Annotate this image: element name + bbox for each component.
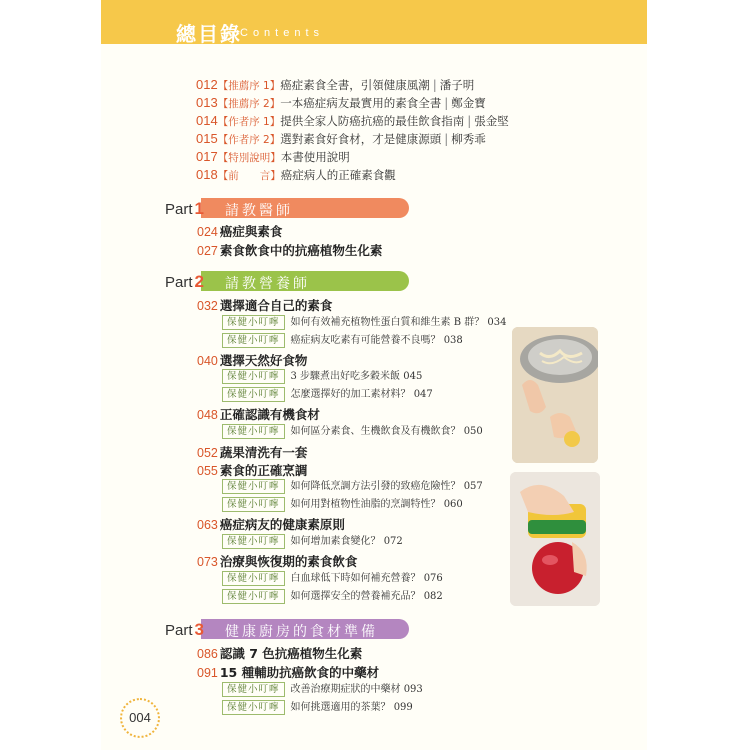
section-page: 027 — [197, 244, 218, 258]
entry-author: 張金堅 — [474, 114, 509, 128]
tip-badge: 保健小叮嚀 — [222, 700, 285, 715]
toc-entry-front[interactable] — [196, 95, 486, 112]
part-3-header[interactable] — [163, 619, 409, 639]
entry-tag: 【作者序 1】 — [217, 116, 281, 128]
tip-badge: 保健小叮嚀 — [222, 497, 285, 512]
tip-text: 白血球低下時如何補充營養？ 076 — [290, 573, 443, 584]
section-title: 素食的正確烹調 — [219, 463, 308, 478]
section-entry[interactable] — [197, 296, 332, 314]
entry-page-number: 018 — [196, 167, 218, 182]
tip-text: 如何增加素食變化？ 072 — [290, 536, 403, 547]
tip-badge: 保健小叮嚀 — [222, 589, 285, 604]
section-page: 086 — [197, 647, 218, 661]
section-page: 063 — [197, 518, 218, 532]
section-title: 癌症病友的健康素原則 — [219, 517, 345, 532]
photo-washing-grains-illustration — [512, 327, 598, 463]
entry-title: 本書使用說明 — [280, 150, 350, 164]
tip-entry[interactable] — [222, 589, 443, 604]
tip-badge: 保健小叮嚀 — [222, 479, 285, 494]
tip-badge: 保健小叮嚀 — [222, 369, 285, 384]
section-title: 選擇天然好食物 — [219, 353, 308, 368]
section-page: 073 — [197, 555, 218, 569]
entry-tag: 【前 言】 — [217, 170, 281, 182]
section-entry[interactable] — [197, 405, 320, 423]
entry-title: 癌症素食全書，引領健康風潮 — [280, 78, 430, 92]
tip-entry[interactable] — [222, 369, 422, 384]
page-number: 004 — [120, 698, 160, 738]
tip-text: 如何用對植物性油脂的烹調特性？ 060 — [290, 499, 463, 510]
entry-page-number: 013 — [196, 95, 218, 110]
tip-badge: 保健小叮嚀 — [222, 387, 285, 402]
separator: | — [444, 132, 449, 146]
tip-text: 如何選擇安全的營養補充品？ 082 — [290, 591, 443, 602]
tip-text: 如何區分素食、生機飲食及有機飲食？ 050 — [290, 426, 483, 437]
section-title: 15 種輔助抗癌飲食的中藥材 — [219, 665, 380, 680]
section-title: 蔬果清洗有一套 — [219, 445, 308, 460]
page-title: 總目錄 — [176, 22, 242, 46]
section-title: 正確認識有機食材 — [219, 407, 320, 422]
tip-text: 癌症病友吃素有可能營養不良嗎？ 038 — [290, 335, 463, 346]
entry-tag: 【推薦序 1】 — [217, 80, 281, 92]
entry-tag: 【推薦序 2】 — [217, 98, 281, 110]
section-entry[interactable] — [197, 222, 282, 240]
section-page: 048 — [197, 408, 218, 422]
part-label: Part 1 — [165, 199, 204, 218]
section-entry[interactable] — [197, 241, 382, 259]
tip-text: 怎麼選擇好的加工素材料？ 047 — [290, 389, 433, 400]
tip-badge: 保健小叮嚀 — [222, 333, 285, 348]
tip-entry[interactable] — [222, 315, 507, 330]
section-page: 091 — [197, 666, 218, 680]
entry-author: 柳秀乖 — [451, 132, 486, 146]
section-entry[interactable] — [197, 515, 345, 533]
tip-badge: 保健小叮嚀 — [222, 571, 285, 586]
entry-title: 提供全家人防癌抗癌的最佳飲食指南 — [280, 114, 465, 128]
tip-entry[interactable] — [222, 424, 483, 439]
part-title: 請教醫師 — [225, 203, 293, 219]
part-label: Part 3 — [165, 620, 204, 639]
tip-text: 如何挑選適用的茶葉？ 099 — [290, 702, 413, 713]
part-label: Part 2 — [165, 272, 204, 291]
tip-badge: 保健小叮嚀 — [222, 534, 285, 549]
tip-entry[interactable] — [222, 333, 463, 348]
section-title: 癌症與素食 — [219, 224, 283, 239]
tip-entry[interactable] — [222, 387, 433, 402]
section-title: 治療與恢復期的素食飲食 — [219, 554, 358, 569]
separator: | — [444, 96, 449, 110]
tip-entry[interactable] — [222, 534, 403, 549]
entry-page-number: 014 — [196, 113, 218, 128]
tip-entry[interactable] — [222, 571, 443, 586]
tip-badge: 保健小叮嚀 — [222, 682, 285, 697]
photo-washing-grains — [512, 327, 598, 463]
separator: | — [432, 78, 437, 92]
section-page: 024 — [197, 225, 218, 239]
tip-text: 如何降低烹調方法引發的致癌危險性？ 057 — [290, 481, 483, 492]
part-title: 健康廚房的食材準備 — [225, 624, 378, 640]
entry-title: 一本癌症病友最實用的素食全書 — [280, 96, 442, 110]
photo-washing-vegetable-illustration — [510, 472, 600, 606]
entry-page-number: 012 — [196, 77, 218, 92]
section-entry[interactable] — [197, 351, 307, 369]
toc-entry-front[interactable] — [196, 113, 509, 130]
entry-page-number: 017 — [196, 149, 218, 164]
toc-entry-front[interactable] — [196, 167, 396, 184]
entry-tag: 【作者序 2】 — [217, 134, 281, 146]
separator: | — [467, 114, 472, 128]
page-subtitle: Contents — [240, 27, 325, 39]
toc-entry-front[interactable] — [196, 131, 486, 148]
toc-entry-front[interactable] — [196, 77, 474, 94]
entry-author: 潘子明 — [439, 78, 475, 92]
part-2-header[interactable] — [163, 271, 409, 291]
section-page: 055 — [197, 464, 218, 478]
tip-entry[interactable] — [222, 497, 463, 512]
entry-title: 選對素食好食材，才是健康源頭 — [280, 132, 442, 146]
tip-text: 如何有效補充植物性蛋白質和維生素 B 群？ 034 — [290, 317, 507, 328]
tip-entry[interactable] — [222, 682, 423, 697]
entry-page-number: 015 — [196, 131, 218, 146]
section-page: 032 — [197, 299, 218, 313]
section-entry[interactable] — [197, 552, 357, 570]
section-title: 素食飲食中的抗癌植物生化素 — [219, 243, 383, 258]
section-entry[interactable] — [197, 443, 307, 461]
toc-entry-front[interactable] — [196, 149, 350, 166]
part-title: 請教營養師 — [225, 276, 310, 292]
tip-entry[interactable] — [222, 700, 413, 715]
entry-author: 鄭金寶 — [451, 96, 486, 110]
photo-washing-vegetable — [510, 472, 600, 606]
section-entry[interactable] — [197, 644, 362, 662]
tip-badge: 保健小叮嚀 — [222, 424, 285, 439]
entry-tag: 【特別說明】 — [217, 152, 281, 164]
section-entry[interactable] — [197, 461, 307, 479]
tip-text: 改善治療期症狀的中藥材 093 — [290, 684, 423, 695]
tip-entry[interactable] — [222, 479, 483, 494]
section-title: 認識 7 色抗癌植物生化素 — [219, 646, 363, 661]
section-page: 052 — [197, 446, 218, 460]
tip-text: 3 步驟煮出好吃多穀米飯 045 — [290, 371, 423, 382]
tip-badge: 保健小叮嚀 — [222, 315, 285, 330]
section-page: 040 — [197, 354, 218, 368]
part-1-header[interactable] — [163, 198, 409, 218]
section-title: 選擇適合自己的素食 — [219, 298, 333, 313]
entry-title: 癌症病人的正確素食觀 — [280, 168, 396, 182]
section-entry[interactable] — [197, 663, 379, 681]
